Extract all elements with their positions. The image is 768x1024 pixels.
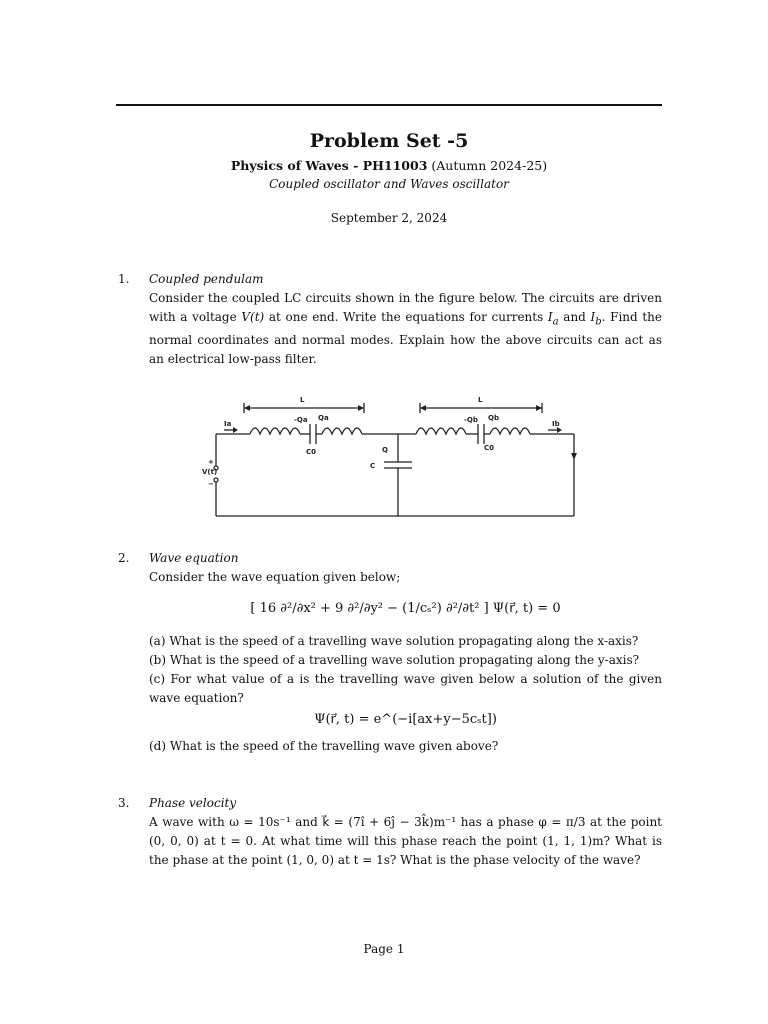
problem-intro: Consider the wave equation given below; <box>149 570 401 584</box>
symbol-vt: V(t) <box>241 310 265 324</box>
course-term: (Autumn 2024-25) <box>431 158 548 173</box>
problem-number: 2. <box>118 551 130 565</box>
subscript-b: b <box>595 316 602 328</box>
label-neg-qa: -Qa <box>294 416 308 424</box>
label-ib: Ib <box>552 420 560 428</box>
problem-title: Wave equation <box>149 551 239 565</box>
problem-body <box>149 270 662 369</box>
label-c0-left: C0 <box>306 448 317 456</box>
topic-line: Coupled oscillator and Waves oscillator <box>269 177 509 191</box>
question-c: (c) For what value of a is the travelling wave given below a solution of the given wave equation? <box>149 672 662 705</box>
problem-body <box>149 549 662 756</box>
problem-title: Coupled pendulam <box>149 272 264 286</box>
problem-number: 3. <box>118 796 130 810</box>
page-number: Page 1 <box>363 942 405 956</box>
label-qb: Qb <box>488 414 499 422</box>
question-a: (a) What is the speed of a travelling wave solution propagating along the x-axis? <box>149 634 639 648</box>
label-minus: − <box>208 480 214 488</box>
course-name: Physics of Waves - PH11003 <box>230 158 428 173</box>
course-line <box>116 158 662 174</box>
text-seg: Consider the coupled LC circuits shown in the figure below. The circuits are driven with a voltage <box>149 291 662 324</box>
problem-text <box>149 289 662 369</box>
label-plus: + <box>208 458 214 466</box>
text-seg: at one end. Write the equations for currents <box>264 310 548 324</box>
label-ia: Ia <box>224 420 232 428</box>
travelling-wave: Ψ(r⃗, t) = e^(−i[ax+y−5cₛt]) <box>314 712 497 727</box>
label-c0-right: C0 <box>484 444 495 452</box>
label-l-left: L <box>300 396 305 404</box>
page-title: Problem Set -5 <box>309 130 469 152</box>
symbol-ib: I <box>590 310 596 324</box>
problem-body <box>149 794 662 870</box>
date-line: September 2, 2024 <box>330 211 448 225</box>
top-rule <box>116 104 662 106</box>
wave-equation: [ 16 ∂²/∂x² + 9 ∂²/∂y² − (1/cₛ²) ∂²/∂t² ] Ψ(r⃗, t) = 0 <box>250 601 561 616</box>
question-b: (b) What is the speed of a travelling wave solution propagating along the y-axis? <box>149 653 640 667</box>
question-d: (d) What is the speed of the travelling wave given above? <box>149 739 499 753</box>
symbol-ia: I <box>547 310 553 324</box>
text-seg: and <box>558 310 591 324</box>
coupled-lc-circuit-figure <box>198 390 590 522</box>
label-q: Q <box>382 446 388 454</box>
label-neg-qb: -Qb <box>464 416 478 424</box>
document-header <box>116 128 662 226</box>
text-seg: . Find the normal coordinates and normal modes. Explain how the above circuits can act as an electrical low-pass filter. <box>149 310 662 367</box>
problem-number: 1. <box>118 272 130 286</box>
subscript-a: a <box>552 316 559 328</box>
label-l-right: L <box>478 396 483 404</box>
problem-title: Phase velocity <box>149 796 237 810</box>
label-qa: Qa <box>318 414 329 422</box>
label-c: C <box>370 462 376 470</box>
label-vt: V(t) <box>202 468 218 476</box>
problem-text: A wave with ω = 10s⁻¹ and k⃗ = (7î + 6ĵ − 3k̂)m⁻¹ has a phase φ = π/3 at the point (0, 0, 0) at t = 0. At what time will this phase reach the point (1, 1, 1)m? What is the phase at the point (1, 0, 0) at t = 1s? What is the phase velocity of the wave? <box>149 815 662 867</box>
